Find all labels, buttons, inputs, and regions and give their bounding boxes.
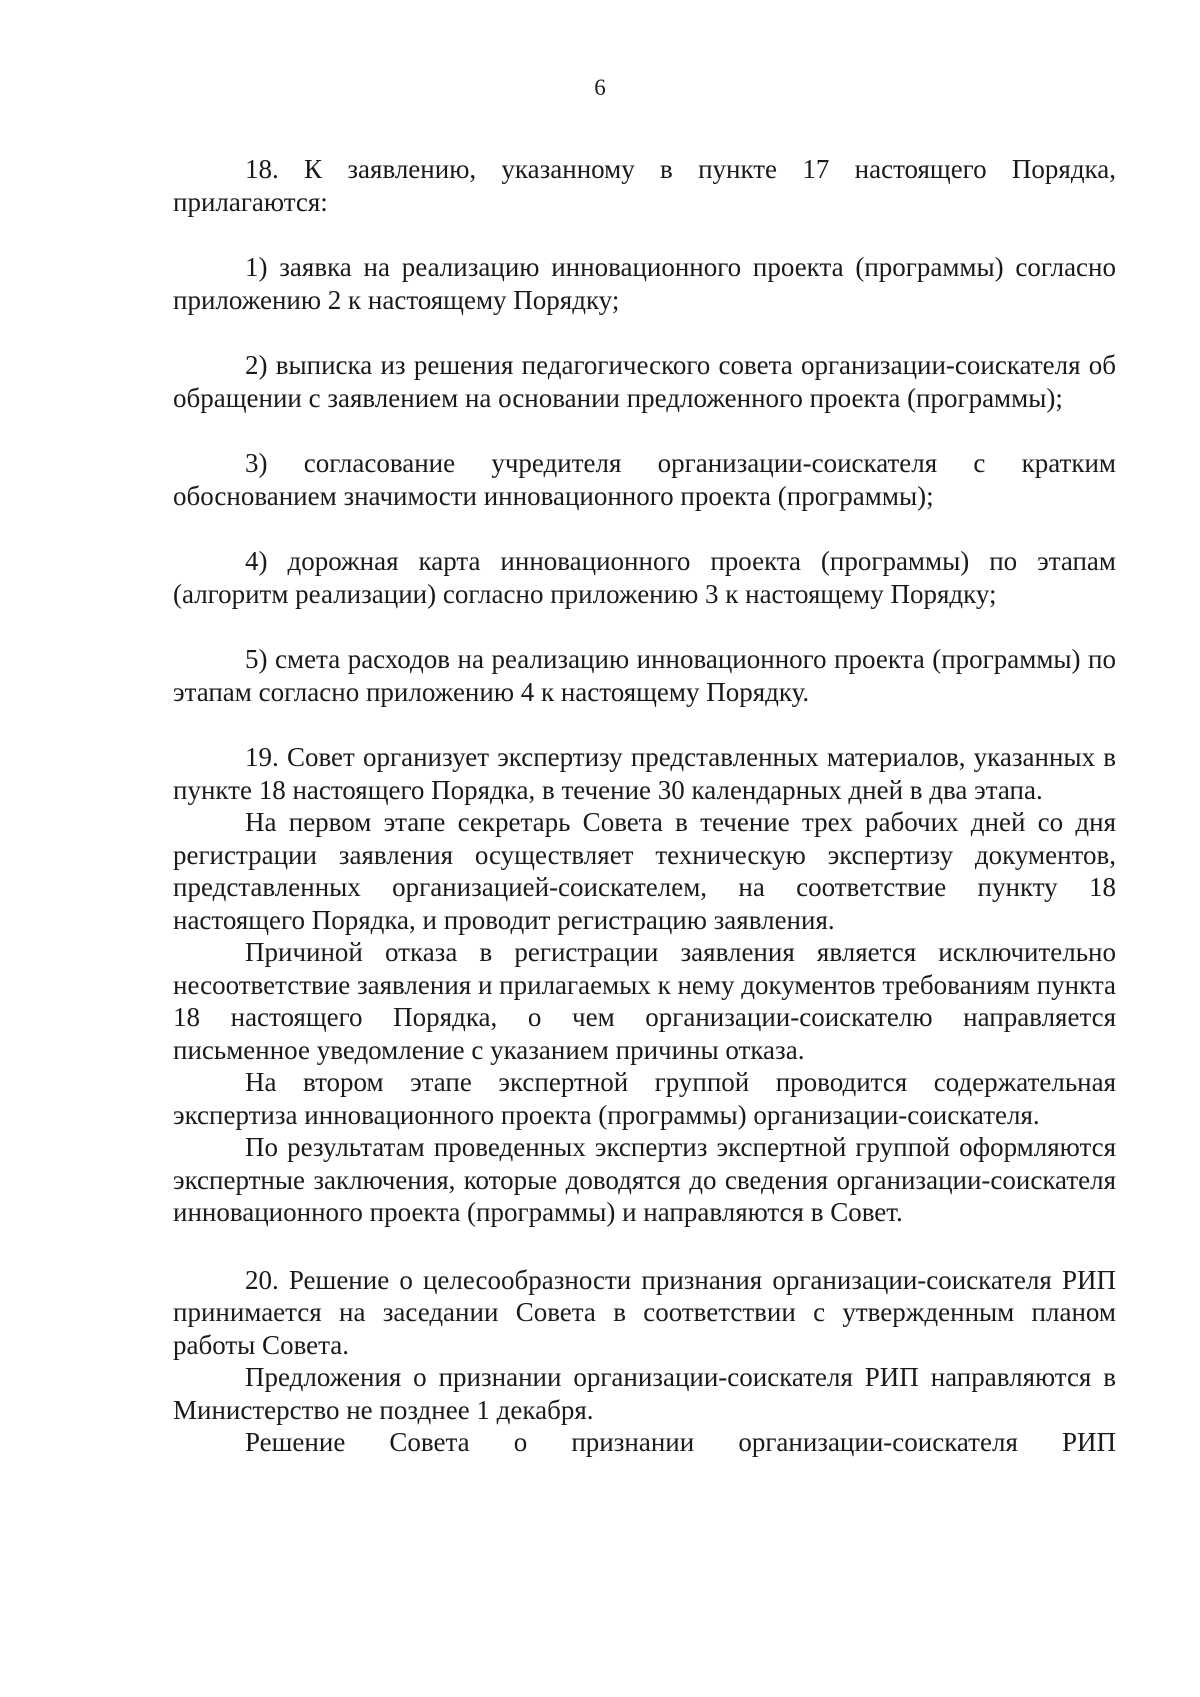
paragraph-20-decision: Решение Совета о признании организации-соискателя РИП bbox=[245, 1427, 1116, 1457]
list-item-5: 5) смета расходов на реализацию инновационного проекта (программы) по этапам согласно приложению 4 к настоящему Порядку. bbox=[173, 644, 1116, 707]
paragraph-18: 18. К заявлению, указанному в пункте 17 настоящего Порядка, прилагаются: bbox=[173, 154, 1116, 217]
list-item-4: 4) дорожная карта инновационного проекта (программы) по этапам (алгоритм реализации) согласно приложению 3 к настоящему Порядку; bbox=[173, 546, 1116, 609]
paragraph-19-stage-two: На втором этапе экспертной группой проводится содержательная экспертиза инновационного проекта (программы) организации-соискателя. bbox=[173, 1067, 1116, 1130]
list-item-3: 3) согласование учредителя организации-соискателя с кратким обоснованием значимости инновационного проекта (программы); bbox=[173, 448, 1116, 511]
paragraph-20-proposals: Предложения о признании организации-соискателя РИП направляются в Министерство не позднее 1 декабря. bbox=[173, 1362, 1116, 1425]
paragraph-19: 19. Совет организует экспертизу представленных материалов, указанных в пункте 18 настоящего Порядка, в течение 30 календарных дней в два этапа. bbox=[173, 742, 1116, 805]
list-item-2: 2) выписка из решения педагогического совета организации-соискателя об обращении с заявлением на основании предложенного проекта (программы); bbox=[173, 350, 1116, 413]
page-number: 6 bbox=[594, 75, 606, 100]
document-body bbox=[173, 153, 1116, 1459]
paragraph-19-results: По результатам проведенных экспертиз экспертной группой оформляются экспертные заключения, которые доводятся до сведения организации-соискателя инновационного проекта (программы) и направляются в Совет. bbox=[173, 1132, 1116, 1227]
list-item-1: 1) заявка на реализацию инновационного проекта (программы) согласно приложению 2 к настоящему Порядку; bbox=[173, 252, 1116, 315]
paragraph-19-stage-one: На первом этапе секретарь Совета в течение трех рабочих дней со дня регистрации заявления осуществляет техническую экспертизу документов, представленных организацией-соискателем, на соответствие пункту 18 настоящего Порядка, и проводит регистрацию заявления. bbox=[173, 807, 1116, 935]
paragraph-19-refusal: Причиной отказа в регистрации заявления является исключительно несоответствие заявления и прилагаемых к нему документов требованиям пункта 18 настоящего Порядка, о чем организации-соискателю направляется письменное уведомление с указанием причины отказа. bbox=[173, 937, 1116, 1065]
paragraph-20: 20. Решение о целесообразности признания организации-соискателя РИП принимается на заседании Совета в соответствии с утвержденным планом работы Совета. bbox=[173, 1264, 1116, 1360]
